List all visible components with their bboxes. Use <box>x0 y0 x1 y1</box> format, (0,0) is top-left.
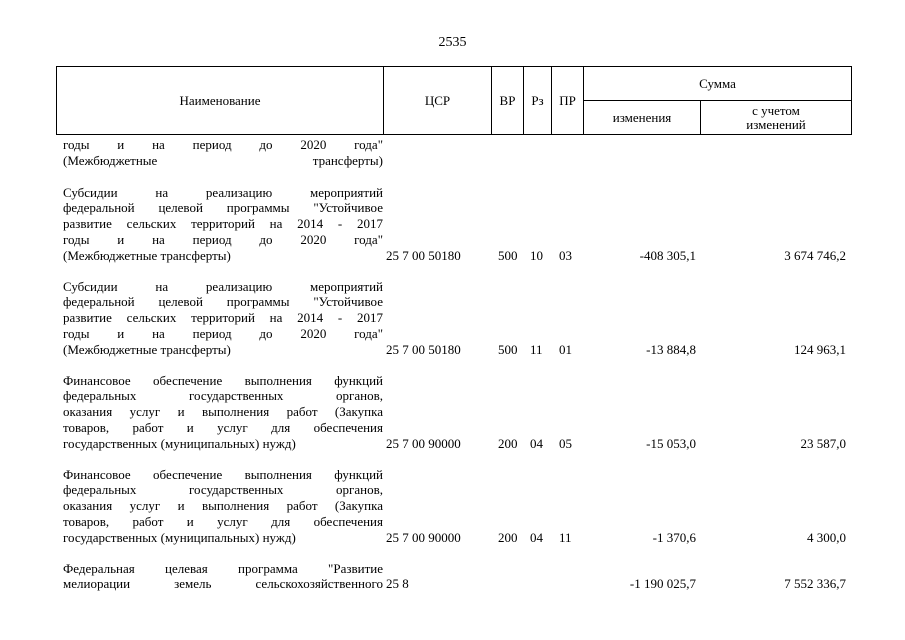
table-row <box>56 467 851 546</box>
row-total: 7 552 336,7 <box>784 576 846 592</box>
header-change: изменения <box>584 101 701 135</box>
header-vr: ВР <box>492 67 524 135</box>
row-csr: 25 7 00 50180 <box>386 341 461 357</box>
row-pr: 05 <box>559 435 572 451</box>
row-name-line: развитие сельских территорий на 2014 - 2017 <box>63 216 383 232</box>
row-total: 3 674 746,2 <box>784 247 846 263</box>
row-name <box>63 561 383 593</box>
row-name-line: федеральной целевой программы "Устойчивое <box>63 294 383 310</box>
row-name-line: Финансовое обеспечение выполнения функций <box>63 372 383 388</box>
header-name: Наименование <box>57 67 384 135</box>
row-change: -1 370,6 <box>652 529 696 545</box>
header-csr: ЦСР <box>384 67 492 135</box>
row-name-line: годы и на период до 2020 года" <box>63 137 383 152</box>
row-csr: 25 8 <box>386 576 409 592</box>
row-vr: 500 <box>498 341 518 357</box>
row-name-line: Финансовое обеспечение выполнения функций <box>63 466 383 482</box>
row-rz: 11 <box>530 341 543 357</box>
row-name <box>63 185 383 264</box>
row-name-line: мелиорации земель сельскохозяйственного <box>63 576 383 592</box>
row-name-line: (Межбюджетные трансферты) <box>63 247 231 263</box>
table-row <box>56 137 851 169</box>
row-csr: 25 7 00 90000 <box>386 529 461 545</box>
row-name-line: федеральных государственных органов, <box>63 388 383 404</box>
table-body <box>56 137 851 592</box>
row-pr: 11 <box>559 529 572 545</box>
header-pr: ПР <box>552 67 584 135</box>
header-with-change-line2: изменений <box>746 116 806 132</box>
row-name <box>63 373 383 452</box>
row-name-line: федеральной целевой программы "Устойчивое <box>63 200 383 216</box>
row-name-line: федеральных государственных органов, <box>63 482 383 498</box>
table-row <box>56 561 851 593</box>
row-name-line: оказания услуг и выполнения работ (Закупка <box>63 404 383 420</box>
header-rz: Рз <box>524 67 552 135</box>
row-change: -13 884,8 <box>646 341 696 357</box>
row-rz: 04 <box>530 435 543 451</box>
table-header <box>56 66 852 135</box>
row-rz: 10 <box>530 247 543 263</box>
table-row <box>56 373 851 452</box>
row-name <box>63 467 383 546</box>
row-pr: 03 <box>559 247 572 263</box>
row-name-line: товаров, работ и услуг для обеспечения <box>63 513 383 529</box>
row-name-line: Субсидии на реализацию мероприятий <box>63 184 383 200</box>
row-rz: 04 <box>530 529 543 545</box>
row-pr: 01 <box>559 341 572 357</box>
row-vr: 200 <box>498 529 518 545</box>
row-name-line: государственных (муниципальных) нужд) <box>63 529 296 545</box>
row-csr: 25 7 00 90000 <box>386 435 461 451</box>
row-csr: 25 7 00 50180 <box>386 247 461 263</box>
row-vr: 500 <box>498 247 518 263</box>
header-with-change <box>701 101 852 135</box>
row-name-line: Субсидии на реализацию мероприятий <box>63 278 383 294</box>
row-name-line: товаров, работ и услуг для обеспечения <box>63 419 383 435</box>
row-name-line: Федеральная целевая программа "Развитие <box>63 560 383 576</box>
page-number: 2535 <box>438 35 467 50</box>
table-row <box>56 279 851 358</box>
header-with-change-line1: с учетом <box>752 102 800 118</box>
row-name-line: годы и на период до 2020 года" <box>63 231 383 247</box>
row-name-line: развитие сельских территорий на 2014 - 2017 <box>63 310 383 326</box>
row-name-line: государственных (муниципальных) нужд) <box>63 435 296 451</box>
row-total: 4 300,0 <box>807 529 846 545</box>
table-row <box>56 185 851 264</box>
row-total: 23 587,0 <box>800 435 846 451</box>
row-name <box>63 137 383 169</box>
row-change: -1 190 025,7 <box>629 576 696 592</box>
row-name-line: годы и на период до 2020 года" <box>63 325 383 341</box>
row-change: -15 053,0 <box>646 435 696 451</box>
row-change: -408 305,1 <box>639 247 696 263</box>
row-name-line: (Межбюджетные трансферты) <box>63 341 231 357</box>
row-total: 124 963,1 <box>794 341 846 357</box>
header-sum: Сумма <box>584 67 852 101</box>
row-vr: 200 <box>498 435 518 451</box>
row-name-line: (Межбюджетные трансферты) <box>63 152 383 168</box>
row-name <box>63 279 383 358</box>
row-name-line: оказания услуг и выполнения работ (Закупка <box>63 498 383 514</box>
